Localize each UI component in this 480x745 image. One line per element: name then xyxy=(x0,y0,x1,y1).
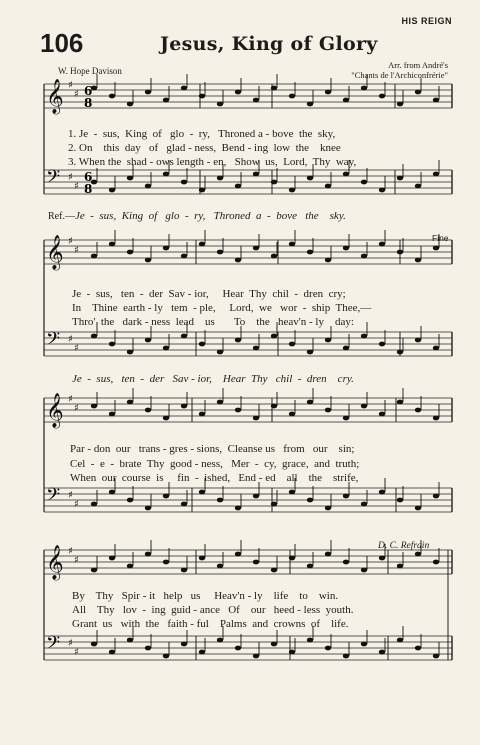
note-head xyxy=(343,494,349,499)
note-head xyxy=(235,646,241,651)
system1-verse2: 2. On this day of glad - ness, Bend - ing low the knee xyxy=(68,142,341,154)
note-head xyxy=(181,568,187,573)
note-head xyxy=(163,654,169,659)
note-head xyxy=(109,94,115,99)
note-head xyxy=(271,180,277,185)
note-head xyxy=(253,346,259,351)
sharp-icon: ♯ xyxy=(68,236,73,247)
note-head xyxy=(415,506,421,511)
note-head xyxy=(91,502,97,507)
sharp-icon: ♯ xyxy=(68,394,73,405)
refrain-label: Ref.— xyxy=(48,211,75,222)
note-head xyxy=(397,102,403,107)
note-head xyxy=(415,258,421,263)
note-head xyxy=(235,408,241,413)
note-head xyxy=(217,102,223,107)
note-head xyxy=(307,350,313,355)
note-head xyxy=(361,642,367,647)
note-head xyxy=(307,498,313,503)
note-head xyxy=(343,346,349,351)
note-head xyxy=(397,250,403,255)
note-head xyxy=(127,498,133,503)
note-head xyxy=(91,642,97,647)
system2-verse2: In Thine earth - ly tem - ple, Lord, we wor - ship Thee,— xyxy=(72,302,372,314)
section-heading: HIS REIGN xyxy=(401,16,452,26)
note-head xyxy=(253,560,259,565)
note-head xyxy=(415,646,421,651)
note-head xyxy=(145,506,151,511)
note-head xyxy=(199,188,205,193)
note-head xyxy=(343,98,349,103)
note-head xyxy=(235,90,241,95)
note-head xyxy=(361,254,367,259)
system4-verse2: All Thy lov - ing guid - ance Of our heed - less youth. xyxy=(72,604,354,616)
note-head xyxy=(397,176,403,181)
note-head xyxy=(217,638,223,643)
time-signature-bottom: 8 xyxy=(84,96,93,110)
bass-clef-icon: 𝄢 xyxy=(46,329,61,354)
note-head xyxy=(253,172,259,177)
hymn-number: 106 xyxy=(40,28,84,58)
note-head xyxy=(253,416,259,421)
note-head xyxy=(235,552,241,557)
note-head xyxy=(253,654,259,659)
note-head xyxy=(325,552,331,557)
arranger-line-1: Arr. from André's xyxy=(388,60,448,70)
sharp-icon: ♯ xyxy=(74,555,79,566)
note-head xyxy=(325,90,331,95)
note-head xyxy=(397,400,403,405)
note-head xyxy=(433,246,439,251)
note-head xyxy=(253,494,259,499)
system3-verse3: When our course is fin - ished, End - ed all the strife, xyxy=(70,472,359,484)
note-head xyxy=(271,642,277,647)
note-head xyxy=(289,242,295,247)
note-head xyxy=(379,412,385,417)
note-head xyxy=(109,188,115,193)
system3-verse2: Cel - e - brate Thy good - ness, Mer - cy, grace, and truth; xyxy=(70,458,360,470)
note-head xyxy=(271,404,277,409)
note-head xyxy=(361,502,367,507)
refrain-text: Je - sus, King of glo - ry, Throned a - bove the sky. xyxy=(74,210,346,222)
note-head xyxy=(109,412,115,417)
note-head xyxy=(91,334,97,339)
note-head xyxy=(109,490,115,495)
note-head xyxy=(109,242,115,247)
note-head xyxy=(163,346,169,351)
note-head xyxy=(433,560,439,565)
note-head xyxy=(397,638,403,643)
sharp-icon: ♯ xyxy=(74,403,79,414)
note-head xyxy=(379,342,385,347)
note-head xyxy=(415,338,421,343)
note-head xyxy=(163,172,169,177)
note-head xyxy=(199,94,205,99)
note-head xyxy=(217,350,223,355)
note-head xyxy=(397,350,403,355)
note-head xyxy=(145,258,151,263)
note-head xyxy=(181,502,187,507)
note-head xyxy=(271,334,277,339)
note-head xyxy=(199,342,205,347)
sharp-icon: ♯ xyxy=(68,334,73,345)
note-head xyxy=(343,654,349,659)
note-head xyxy=(433,654,439,659)
note-head xyxy=(145,408,151,413)
note-head xyxy=(181,254,187,259)
system3-verse1: Par - don our trans - gres - sions, Cleanse us from our sin; xyxy=(70,443,355,455)
note-head xyxy=(289,188,295,193)
note-head xyxy=(271,502,277,507)
note-head xyxy=(199,650,205,655)
note-head xyxy=(217,498,223,503)
note-head xyxy=(163,98,169,103)
note-head xyxy=(109,650,115,655)
sharp-icon: ♯ xyxy=(68,638,73,649)
note-head xyxy=(361,180,367,185)
note-head xyxy=(289,412,295,417)
note-head xyxy=(199,490,205,495)
note-head xyxy=(379,490,385,495)
time-signature-top: 6 xyxy=(84,170,93,184)
note-head xyxy=(343,416,349,421)
note-head xyxy=(127,564,133,569)
treble-clef-icon: 𝄞 xyxy=(46,235,64,270)
note-head xyxy=(91,568,97,573)
time-signature-bottom: 8 xyxy=(84,182,93,196)
note-head xyxy=(235,338,241,343)
note-head xyxy=(163,416,169,421)
note-head xyxy=(307,250,313,255)
bass-clef-icon: 𝄢 xyxy=(46,167,61,192)
sharp-icon: ♯ xyxy=(74,89,79,100)
system2-refrain: Je - sus, ten - der Sav - ior, Hear Thy chil - dren cry. xyxy=(72,373,354,385)
note-head xyxy=(361,86,367,91)
note-head xyxy=(145,338,151,343)
note-head xyxy=(307,400,313,405)
arranger-line-2: "Chants de l'Archiconfrérie" xyxy=(351,70,448,80)
sharp-icon: ♯ xyxy=(68,546,73,557)
note-head xyxy=(235,258,241,263)
sharp-icon: ♯ xyxy=(74,499,79,510)
treble-clef-icon: 𝄞 xyxy=(46,545,64,580)
note-head xyxy=(217,250,223,255)
dc-refrain-mark: D. C. Refrain xyxy=(378,541,430,551)
note-head xyxy=(271,568,277,573)
note-head xyxy=(145,646,151,651)
system4-verse1: By Thy Spir - it help us Heav'n - ly life to win. xyxy=(72,590,339,602)
system1-verse3: 3. When the shad - ows length - en, Show us, Lord, Thy way, xyxy=(68,156,357,168)
note-head xyxy=(181,404,187,409)
sharp-icon: ♯ xyxy=(74,647,79,658)
sharp-icon: ♯ xyxy=(68,80,73,91)
note-head xyxy=(433,346,439,351)
note-head xyxy=(127,638,133,643)
note-head xyxy=(181,180,187,185)
sharp-icon: ♯ xyxy=(74,343,79,354)
note-head xyxy=(415,408,421,413)
note-head xyxy=(325,506,331,511)
note-head xyxy=(343,172,349,177)
sharp-icon: ♯ xyxy=(74,245,79,256)
note-head xyxy=(307,102,313,107)
note-head xyxy=(145,184,151,189)
note-head xyxy=(307,638,313,643)
note-head xyxy=(433,416,439,421)
note-head xyxy=(181,642,187,647)
note-head xyxy=(199,242,205,247)
sharp-icon: ♯ xyxy=(74,181,79,192)
note-head xyxy=(289,490,295,495)
note-head xyxy=(181,334,187,339)
note-head xyxy=(325,646,331,651)
system2-verse1: Je - sus, ten - der Sav - ior, Hear Thy chil - dren cry; xyxy=(72,288,346,300)
note-head xyxy=(235,184,241,189)
note-head xyxy=(325,408,331,413)
note-head xyxy=(397,564,403,569)
sharp-icon: ♯ xyxy=(68,172,73,183)
note-head xyxy=(397,498,403,503)
note-head xyxy=(127,400,133,405)
note-head xyxy=(163,560,169,565)
note-head xyxy=(379,188,385,193)
note-head xyxy=(307,564,313,569)
note-head xyxy=(217,400,223,405)
note-head xyxy=(145,552,151,557)
note-head xyxy=(307,176,313,181)
note-head xyxy=(127,350,133,355)
system4-verse3: Grant us with the faith - ful Palms and crowns of life. xyxy=(72,618,349,630)
note-head xyxy=(379,650,385,655)
treble-clef-icon: 𝄞 xyxy=(46,393,64,428)
note-head xyxy=(127,176,133,181)
sharp-icon: ♯ xyxy=(68,490,73,501)
note-head xyxy=(433,98,439,103)
note-head xyxy=(217,176,223,181)
note-head xyxy=(379,242,385,247)
note-head xyxy=(379,94,385,99)
note-head xyxy=(271,86,277,91)
treble-clef-icon: 𝄞 xyxy=(46,79,64,114)
note-head xyxy=(127,250,133,255)
note-head xyxy=(325,184,331,189)
bass-clef-icon: 𝄢 xyxy=(46,633,61,658)
bass-clef-icon: 𝄢 xyxy=(46,485,61,510)
fine-mark: Fine xyxy=(432,233,449,243)
note-head xyxy=(361,404,367,409)
note-head xyxy=(253,246,259,251)
note-head xyxy=(343,560,349,565)
note-head xyxy=(325,338,331,343)
note-head xyxy=(109,342,115,347)
hymn-title: Jesus, King of Glory xyxy=(160,33,378,55)
note-head xyxy=(163,494,169,499)
note-head xyxy=(415,90,421,95)
system1-refrain xyxy=(48,210,346,222)
system1-verse1: 1. Je - sus, King of glo - ry, Throned a - bove the sky, xyxy=(68,128,336,140)
note-head xyxy=(325,258,331,263)
note-head xyxy=(433,494,439,499)
note-head xyxy=(181,86,187,91)
note-head xyxy=(415,184,421,189)
note-head xyxy=(361,334,367,339)
note-head xyxy=(91,404,97,409)
note-head xyxy=(91,254,97,259)
note-head xyxy=(289,94,295,99)
note-head xyxy=(199,412,205,417)
note-head xyxy=(361,568,367,573)
note-head xyxy=(289,342,295,347)
note-head xyxy=(415,552,421,557)
note-head xyxy=(289,556,295,561)
note-head xyxy=(199,556,205,561)
note-head xyxy=(379,556,385,561)
note-head xyxy=(433,172,439,177)
system2-verse3: Thro' the dark - ness lead us To the heav'n - ly day: xyxy=(72,316,354,328)
composer-credit: W. Hope Davison xyxy=(58,66,122,76)
note-head xyxy=(343,246,349,251)
note-head xyxy=(235,506,241,511)
note-head xyxy=(163,246,169,251)
note-head xyxy=(109,556,115,561)
note-head xyxy=(289,650,295,655)
note-head xyxy=(217,564,223,569)
note-head xyxy=(271,254,277,259)
note-head xyxy=(145,90,151,95)
note-head xyxy=(253,98,259,103)
time-signature-top: 6 xyxy=(84,84,93,98)
note-head xyxy=(127,102,133,107)
